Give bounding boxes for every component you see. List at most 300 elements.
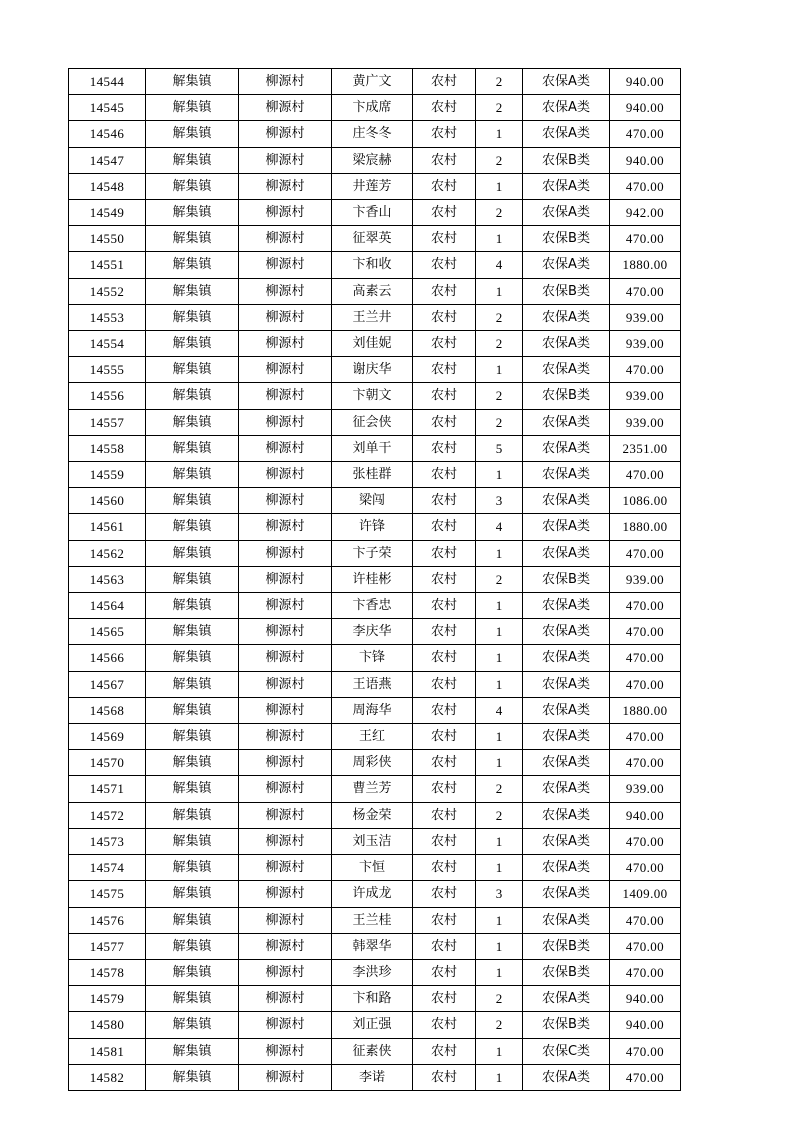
cell-id: 14549 [69, 200, 146, 226]
cell-id: 14571 [69, 776, 146, 802]
cell-amount: 470.00 [610, 724, 681, 750]
cell-household_type: 农村 [413, 645, 476, 671]
cell-village: 柳源村 [239, 383, 332, 409]
cell-amount: 470.00 [610, 619, 681, 645]
cell-village: 柳源村 [239, 697, 332, 723]
table-row [69, 933, 681, 959]
cell-category: 农保A类 [523, 304, 610, 330]
cell-category: 农保B类 [523, 1012, 610, 1038]
cell-people: 2 [476, 331, 523, 357]
cell-village: 柳源村 [239, 776, 332, 802]
cell-category: 农保B类 [523, 147, 610, 173]
cell-people: 2 [476, 304, 523, 330]
cell-category: 农保A类 [523, 593, 610, 619]
table-row [69, 907, 681, 933]
cell-people: 4 [476, 252, 523, 278]
cell-category: 农保A类 [523, 986, 610, 1012]
cell-village: 柳源村 [239, 304, 332, 330]
cell-id: 14550 [69, 226, 146, 252]
table-row [69, 435, 681, 461]
cell-amount: 470.00 [610, 357, 681, 383]
cell-people: 1 [476, 855, 523, 881]
cell-household_type: 农村 [413, 121, 476, 147]
cell-id: 14556 [69, 383, 146, 409]
cell-amount: 470.00 [610, 121, 681, 147]
cell-people: 3 [476, 488, 523, 514]
cell-people: 1 [476, 671, 523, 697]
cell-town: 解集镇 [146, 488, 239, 514]
cell-people: 1 [476, 959, 523, 985]
cell-id: 14568 [69, 697, 146, 723]
cell-category: 农保B类 [523, 566, 610, 592]
table-row [69, 514, 681, 540]
cell-category: 农保A类 [523, 200, 610, 226]
table-row [69, 724, 681, 750]
cell-id: 14546 [69, 121, 146, 147]
cell-name: 刘正强 [332, 1012, 413, 1038]
table-row [69, 226, 681, 252]
cell-amount: 470.00 [610, 593, 681, 619]
table-row [69, 671, 681, 697]
cell-amount: 470.00 [610, 828, 681, 854]
table-row [69, 697, 681, 723]
cell-household_type: 农村 [413, 540, 476, 566]
cell-town: 解集镇 [146, 462, 239, 488]
cell-name: 许锋 [332, 514, 413, 540]
beneficiary-table [68, 68, 681, 1091]
cell-town: 解集镇 [146, 724, 239, 750]
cell-household_type: 农村 [413, 462, 476, 488]
cell-amount: 1880.00 [610, 514, 681, 540]
cell-name: 韩翠华 [332, 933, 413, 959]
cell-name: 谢庆华 [332, 357, 413, 383]
cell-village: 柳源村 [239, 619, 332, 645]
cell-name: 李洪珍 [332, 959, 413, 985]
cell-town: 解集镇 [146, 933, 239, 959]
cell-name: 刘玉洁 [332, 828, 413, 854]
cell-name: 刘佳妮 [332, 331, 413, 357]
cell-household_type: 农村 [413, 514, 476, 540]
cell-name: 卞成席 [332, 95, 413, 121]
table-row [69, 95, 681, 121]
cell-category: 农保A类 [523, 488, 610, 514]
cell-category: 农保B类 [523, 278, 610, 304]
cell-name: 卞锋 [332, 645, 413, 671]
cell-people: 2 [476, 95, 523, 121]
cell-household_type: 农村 [413, 881, 476, 907]
cell-village: 柳源村 [239, 933, 332, 959]
cell-amount: 1086.00 [610, 488, 681, 514]
cell-people: 1 [476, 540, 523, 566]
cell-village: 柳源村 [239, 724, 332, 750]
table-row [69, 645, 681, 671]
cell-village: 柳源村 [239, 488, 332, 514]
cell-name: 高素云 [332, 278, 413, 304]
table-row [69, 331, 681, 357]
cell-household_type: 农村 [413, 383, 476, 409]
cell-id: 14567 [69, 671, 146, 697]
cell-id: 14561 [69, 514, 146, 540]
cell-name: 卞恒 [332, 855, 413, 881]
table-row [69, 855, 681, 881]
cell-household_type: 农村 [413, 488, 476, 514]
cell-town: 解集镇 [146, 435, 239, 461]
cell-household_type: 农村 [413, 200, 476, 226]
cell-household_type: 农村 [413, 331, 476, 357]
cell-village: 柳源村 [239, 1064, 332, 1090]
cell-village: 柳源村 [239, 959, 332, 985]
cell-town: 解集镇 [146, 828, 239, 854]
cell-people: 1 [476, 750, 523, 776]
cell-amount: 470.00 [610, 540, 681, 566]
cell-town: 解集镇 [146, 304, 239, 330]
cell-town: 解集镇 [146, 69, 239, 95]
cell-town: 解集镇 [146, 697, 239, 723]
cell-people: 2 [476, 986, 523, 1012]
cell-id: 14579 [69, 986, 146, 1012]
cell-town: 解集镇 [146, 645, 239, 671]
cell-amount: 940.00 [610, 95, 681, 121]
cell-village: 柳源村 [239, 462, 332, 488]
cell-people: 1 [476, 121, 523, 147]
cell-amount: 1880.00 [610, 252, 681, 278]
cell-amount: 939.00 [610, 566, 681, 592]
cell-town: 解集镇 [146, 514, 239, 540]
cell-id: 14563 [69, 566, 146, 592]
cell-category: 农保A类 [523, 697, 610, 723]
cell-town: 解集镇 [146, 619, 239, 645]
cell-village: 柳源村 [239, 750, 332, 776]
cell-household_type: 农村 [413, 593, 476, 619]
cell-amount: 470.00 [610, 173, 681, 199]
cell-category: 农保A类 [523, 357, 610, 383]
cell-id: 14575 [69, 881, 146, 907]
table-row [69, 566, 681, 592]
cell-household_type: 农村 [413, 907, 476, 933]
cell-people: 1 [476, 645, 523, 671]
cell-town: 解集镇 [146, 1064, 239, 1090]
cell-village: 柳源村 [239, 278, 332, 304]
table-row [69, 1064, 681, 1090]
cell-amount: 470.00 [610, 907, 681, 933]
cell-village: 柳源村 [239, 593, 332, 619]
cell-village: 柳源村 [239, 828, 332, 854]
cell-household_type: 农村 [413, 226, 476, 252]
cell-town: 解集镇 [146, 1012, 239, 1038]
cell-village: 柳源村 [239, 331, 332, 357]
cell-category: 农保B类 [523, 933, 610, 959]
cell-household_type: 农村 [413, 95, 476, 121]
cell-town: 解集镇 [146, 252, 239, 278]
cell-amount: 939.00 [610, 304, 681, 330]
cell-town: 解集镇 [146, 1038, 239, 1064]
table-row [69, 959, 681, 985]
cell-id: 14557 [69, 409, 146, 435]
cell-household_type: 农村 [413, 409, 476, 435]
cell-amount: 1880.00 [610, 697, 681, 723]
cell-amount: 939.00 [610, 331, 681, 357]
cell-household_type: 农村 [413, 173, 476, 199]
cell-village: 柳源村 [239, 435, 332, 461]
cell-village: 柳源村 [239, 907, 332, 933]
cell-people: 1 [476, 907, 523, 933]
cell-household_type: 农村 [413, 828, 476, 854]
cell-amount: 940.00 [610, 986, 681, 1012]
cell-name: 卞香山 [332, 200, 413, 226]
cell-category: 农保A类 [523, 121, 610, 147]
cell-amount: 470.00 [610, 226, 681, 252]
cell-id: 14553 [69, 304, 146, 330]
cell-name: 许成龙 [332, 881, 413, 907]
cell-id: 14580 [69, 1012, 146, 1038]
cell-name: 卞子荣 [332, 540, 413, 566]
cell-village: 柳源村 [239, 881, 332, 907]
cell-category: 农保A类 [523, 462, 610, 488]
cell-name: 卞和路 [332, 986, 413, 1012]
cell-people: 1 [476, 619, 523, 645]
cell-id: 14545 [69, 95, 146, 121]
cell-name: 梁宸赫 [332, 147, 413, 173]
cell-category: 农保A类 [523, 881, 610, 907]
cell-village: 柳源村 [239, 252, 332, 278]
cell-category: 农保A类 [523, 907, 610, 933]
cell-household_type: 农村 [413, 986, 476, 1012]
cell-category: 农保B类 [523, 959, 610, 985]
cell-village: 柳源村 [239, 645, 332, 671]
table-row [69, 828, 681, 854]
cell-category: 农保A类 [523, 173, 610, 199]
cell-village: 柳源村 [239, 802, 332, 828]
cell-id: 14566 [69, 645, 146, 671]
cell-id: 14555 [69, 357, 146, 383]
cell-household_type: 农村 [413, 252, 476, 278]
cell-amount: 939.00 [610, 409, 681, 435]
cell-people: 1 [476, 593, 523, 619]
cell-name: 王兰井 [332, 304, 413, 330]
table-row [69, 69, 681, 95]
cell-id: 14574 [69, 855, 146, 881]
cell-amount: 470.00 [610, 671, 681, 697]
cell-people: 2 [476, 409, 523, 435]
cell-name: 井莲芳 [332, 173, 413, 199]
cell-people: 1 [476, 462, 523, 488]
cell-name: 周彩侠 [332, 750, 413, 776]
table-row [69, 619, 681, 645]
table-row [69, 540, 681, 566]
cell-category: 农保A类 [523, 69, 610, 95]
cell-village: 柳源村 [239, 1038, 332, 1064]
table-row [69, 593, 681, 619]
cell-people: 1 [476, 828, 523, 854]
cell-people: 1 [476, 278, 523, 304]
cell-village: 柳源村 [239, 855, 332, 881]
cell-name: 卞和收 [332, 252, 413, 278]
table-row [69, 802, 681, 828]
cell-category: 农保A类 [523, 828, 610, 854]
cell-amount: 470.00 [610, 933, 681, 959]
cell-name: 周海华 [332, 697, 413, 723]
cell-household_type: 农村 [413, 278, 476, 304]
cell-people: 1 [476, 1064, 523, 1090]
cell-people: 1 [476, 226, 523, 252]
cell-id: 14562 [69, 540, 146, 566]
table-row [69, 1012, 681, 1038]
cell-name: 张桂群 [332, 462, 413, 488]
cell-name: 黄广文 [332, 69, 413, 95]
cell-id: 14548 [69, 173, 146, 199]
cell-village: 柳源村 [239, 566, 332, 592]
cell-id: 14564 [69, 593, 146, 619]
cell-town: 解集镇 [146, 855, 239, 881]
cell-name: 曹兰芳 [332, 776, 413, 802]
cell-town: 解集镇 [146, 802, 239, 828]
cell-people: 4 [476, 514, 523, 540]
cell-village: 柳源村 [239, 69, 332, 95]
cell-amount: 940.00 [610, 147, 681, 173]
table-row [69, 776, 681, 802]
cell-town: 解集镇 [146, 147, 239, 173]
cell-town: 解集镇 [146, 173, 239, 199]
cell-id: 14560 [69, 488, 146, 514]
cell-people: 2 [476, 1012, 523, 1038]
cell-household_type: 农村 [413, 619, 476, 645]
cell-id: 14578 [69, 959, 146, 985]
cell-village: 柳源村 [239, 986, 332, 1012]
cell-category: 农保A类 [523, 750, 610, 776]
cell-category: 农保A类 [523, 776, 610, 802]
cell-amount: 470.00 [610, 855, 681, 881]
cell-id: 14544 [69, 69, 146, 95]
cell-name: 卞香忠 [332, 593, 413, 619]
cell-name: 许桂彬 [332, 566, 413, 592]
cell-household_type: 农村 [413, 357, 476, 383]
cell-village: 柳源村 [239, 1012, 332, 1038]
cell-amount: 470.00 [610, 645, 681, 671]
cell-people: 1 [476, 173, 523, 199]
cell-household_type: 农村 [413, 671, 476, 697]
cell-amount: 939.00 [610, 383, 681, 409]
cell-household_type: 农村 [413, 959, 476, 985]
cell-household_type: 农村 [413, 933, 476, 959]
cell-id: 14581 [69, 1038, 146, 1064]
cell-id: 14551 [69, 252, 146, 278]
cell-household_type: 农村 [413, 1038, 476, 1064]
cell-amount: 470.00 [610, 1038, 681, 1064]
cell-category: 农保A类 [523, 619, 610, 645]
cell-village: 柳源村 [239, 95, 332, 121]
cell-id: 14573 [69, 828, 146, 854]
cell-amount: 939.00 [610, 776, 681, 802]
cell-category: 农保A类 [523, 671, 610, 697]
table-row [69, 121, 681, 147]
cell-name: 杨金荣 [332, 802, 413, 828]
cell-category: 农保A类 [523, 724, 610, 750]
cell-name: 征会侠 [332, 409, 413, 435]
cell-people: 2 [476, 200, 523, 226]
cell-category: 农保A类 [523, 514, 610, 540]
cell-town: 解集镇 [146, 959, 239, 985]
cell-amount: 470.00 [610, 1064, 681, 1090]
cell-village: 柳源村 [239, 173, 332, 199]
cell-town: 解集镇 [146, 540, 239, 566]
cell-people: 3 [476, 881, 523, 907]
table-row [69, 383, 681, 409]
cell-village: 柳源村 [239, 514, 332, 540]
cell-town: 解集镇 [146, 986, 239, 1012]
cell-name: 庄冬冬 [332, 121, 413, 147]
cell-category: 农保C类 [523, 1038, 610, 1064]
cell-village: 柳源村 [239, 121, 332, 147]
table-row [69, 1038, 681, 1064]
cell-category: 农保A类 [523, 645, 610, 671]
cell-name: 征翠英 [332, 226, 413, 252]
cell-name: 王红 [332, 724, 413, 750]
cell-name: 梁闯 [332, 488, 413, 514]
cell-household_type: 农村 [413, 724, 476, 750]
cell-village: 柳源村 [239, 357, 332, 383]
table-row [69, 462, 681, 488]
cell-name: 王语燕 [332, 671, 413, 697]
cell-town: 解集镇 [146, 776, 239, 802]
table-row [69, 881, 681, 907]
cell-id: 14558 [69, 435, 146, 461]
cell-category: 农保A类 [523, 409, 610, 435]
cell-household_type: 农村 [413, 435, 476, 461]
cell-people: 2 [476, 69, 523, 95]
cell-town: 解集镇 [146, 95, 239, 121]
table-row [69, 252, 681, 278]
cell-household_type: 农村 [413, 776, 476, 802]
cell-category: 农保A类 [523, 331, 610, 357]
cell-household_type: 农村 [413, 69, 476, 95]
cell-household_type: 农村 [413, 697, 476, 723]
cell-amount: 940.00 [610, 69, 681, 95]
table-row [69, 304, 681, 330]
cell-id: 14572 [69, 802, 146, 828]
cell-household_type: 农村 [413, 750, 476, 776]
cell-household_type: 农村 [413, 147, 476, 173]
table-row [69, 409, 681, 435]
table-row [69, 357, 681, 383]
cell-people: 4 [476, 697, 523, 723]
cell-amount: 470.00 [610, 462, 681, 488]
cell-id: 14569 [69, 724, 146, 750]
table-row [69, 173, 681, 199]
cell-town: 解集镇 [146, 671, 239, 697]
cell-amount: 470.00 [610, 278, 681, 304]
cell-town: 解集镇 [146, 566, 239, 592]
cell-people: 2 [476, 802, 523, 828]
cell-household_type: 农村 [413, 855, 476, 881]
cell-amount: 2351.00 [610, 435, 681, 461]
cell-people: 2 [476, 776, 523, 802]
cell-people: 2 [476, 566, 523, 592]
cell-category: 农保A类 [523, 95, 610, 121]
cell-category: 农保B类 [523, 226, 610, 252]
cell-name: 李诺 [332, 1064, 413, 1090]
cell-town: 解集镇 [146, 750, 239, 776]
cell-town: 解集镇 [146, 593, 239, 619]
cell-town: 解集镇 [146, 226, 239, 252]
cell-household_type: 农村 [413, 304, 476, 330]
table-row [69, 200, 681, 226]
table-row [69, 278, 681, 304]
cell-village: 柳源村 [239, 540, 332, 566]
cell-household_type: 农村 [413, 802, 476, 828]
cell-id: 14582 [69, 1064, 146, 1090]
cell-people: 1 [476, 1038, 523, 1064]
cell-household_type: 农村 [413, 566, 476, 592]
